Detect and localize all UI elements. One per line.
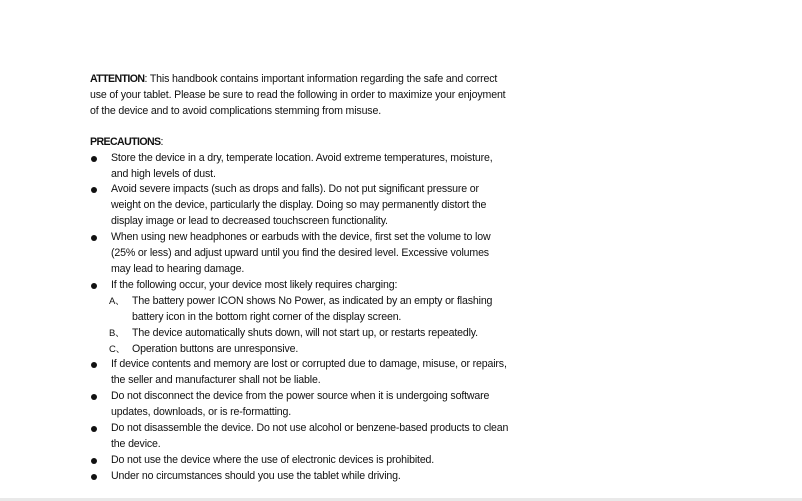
bullet-icon: [91, 187, 97, 193]
handbook-content: [90, 72, 510, 485]
precaution-item: [90, 230, 510, 278]
sub-item-marker: B、: [109, 327, 125, 339]
charging-conditions-list: [111, 294, 510, 358]
precaution-text: Under no circumstances should you use the tablet while driving.: [111, 469, 401, 482]
precaution-text: If device contents and memory are lost or corrupted due to damage, misuse, or repairs, the seller and manufacturer shall not be liable.: [111, 358, 507, 387]
precaution-item: [90, 182, 510, 230]
charging-condition-item: [111, 326, 510, 342]
bullet-icon: [91, 426, 97, 432]
precaution-text: Avoid severe impacts (such as drops and falls). Do not put significant pressure or weight on the device, particularly the display. Doing so may permanently distort the display image or lead to decreased touchscreen functionality.: [111, 183, 487, 228]
precaution-item: [90, 278, 510, 358]
precaution-item: [90, 151, 510, 183]
charging-condition-text: Operation buttons are unresponsive.: [132, 342, 299, 355]
precautions-list: [90, 151, 510, 485]
bullet-icon: [91, 235, 97, 241]
sub-item-marker: A、: [109, 295, 125, 307]
precaution-text: Store the device in a dry, temperate location. Avoid extreme temperatures, moisture, and high levels of dust.: [111, 151, 493, 180]
precaution-item: [90, 469, 510, 485]
bullet-icon: [91, 458, 97, 464]
sub-item-marker: C、: [109, 343, 126, 355]
precaution-item: [90, 389, 510, 421]
precautions-heading: [90, 135, 510, 151]
bullet-icon: [91, 156, 97, 162]
precaution-item: [90, 453, 510, 469]
attention-paragraph: [90, 72, 510, 120]
precautions-label: PRECAUTIONS: [90, 135, 161, 148]
precaution-text: When using new headphones or earbuds with the device, first set the volume to low (25% or less) and adjust upward until you find the desired level. Excessive volumes may lead to hearing damage.: [111, 231, 491, 275]
precaution-item: [90, 421, 510, 453]
precaution-text: Do not use the device where the use of electronic devices is prohibited.: [111, 453, 435, 466]
charging-condition-text: The device automatically shuts down, will not start up, or restarts repeatedly.: [132, 326, 478, 339]
attention-text: : This handbook contains important information regarding the safe and correct use of your tablet. Please be sure to read the following in order to maximize your enjoyment of the device and to avoid complications stemming from misuse.: [90, 73, 506, 117]
bullet-icon: [91, 283, 97, 289]
bullet-icon: [91, 362, 97, 368]
charging-condition-text: The battery power ICON shows No Power, as indicated by an empty or flashing battery icon in the bottom right corner of the display screen.: [132, 294, 493, 323]
attention-label: ATTENTION: [90, 73, 145, 85]
precautions-colon: :: [160, 135, 164, 148]
precaution-text: Do not disconnect the device from the power source when it is undergoing software updates, downloads, or is re-formatting.: [111, 390, 490, 419]
precaution-item: [90, 357, 510, 389]
charging-condition-item: [111, 342, 510, 358]
charging-condition-item: [111, 294, 510, 326]
precaution-text: Do not disassemble the device. Do not use alcohol or benzene-based products to clean the device.: [111, 422, 509, 450]
bullet-icon: [91, 394, 97, 400]
bullet-icon: [91, 474, 97, 480]
precaution-text: If the following occur, your device most likely requires charging:: [111, 278, 398, 291]
